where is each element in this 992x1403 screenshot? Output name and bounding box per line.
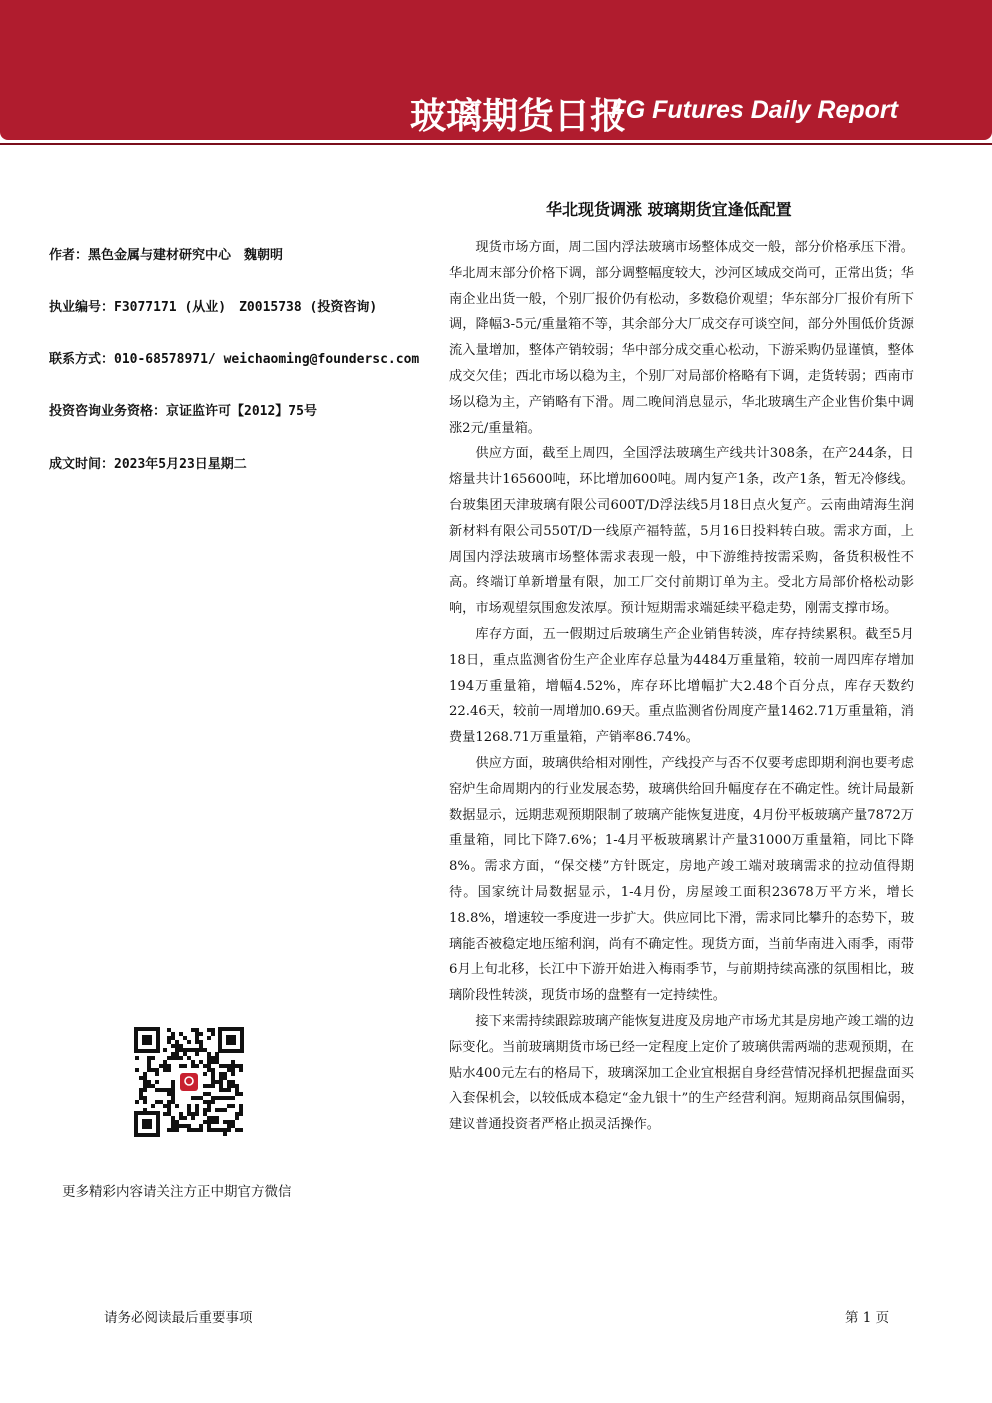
paragraph-spot-market: 现货市场方面，周二国内浮法玻璃市场整体成交一般，部分价格承压下滑。华北周末部分价格下调，部分调整幅度较大，沙河区域成交尚可，正常出货；华南企业出货一般，个别厂报价仍有松动，多数稳价观望；华东部分厂报价有所下调，降幅3-5元/重量箱不等，其余部分大厂成交存可谈空间，部分外围低价货源流入量增加，整体产销较弱；华中部分成交重心松动，下游采购仍显谨慎，整体成交欠佳；西北市场以稳为主，个别厂对局部价格略有下调，走货转弱；西南市场以稳为主，产销略有下滑。周二晚间消息显示，华北玻璃生产企业售价集中调涨2元/重量箱。 [449,240,914,436]
qr-center-logo [180,1073,198,1091]
paragraph-supply: 供应方面，截至上周四，全国浮法玻璃生产线共计308条，在产244条，日熔量共计165600吨，环比增加600吨。周内复产1条，改产1条，暂无冷修线。台玻集团天津玻璃有限公司600T/D浮法线5月18日点火复产。云南曲靖海生润新材料有限公司550T/D一线原产福特蓝，5月16日投料转白玻。需求方面，上周国内浮法玻璃市场整体需求表现一般，中下游维持按需采购，备货积极性不高。终端订单新增量有限，加工厂交付前期订单为主。受北方局部价格松动影响，市场观望氛围愈发浓厚。预计短期需求端延续平稳走势，刚需支撑市场。 [449,446,914,617]
qualification-line: 投资咨询业务资格：京证监许可【2012】75号 [49,404,317,419]
article-body [449,235,914,1138]
qr-caption: 更多精彩内容请关注方正中期官方微信 [62,1184,292,1200]
author-line: 作者：黑色金属与建材研究中心 魏朝明 [49,248,284,263]
report-title-en: FG Futures Daily Report [610,96,898,124]
paragraph-supply-demand: 供应方面，玻璃供给相对刚性，产线投产与否不仅要考虑即期利润也要考虑窑炉生命周期内的行业发展态势，玻璃供给回升幅度存在不确定性。统计局最新数据显示，远期悲观预期限制了玻璃产能恢复进度，4月份平板玻璃产量7872万重量箱，同比下降7.6%；1-4月平板玻璃累计产量31000万重量箱，同比下降8%。需求方面，“保交楼”方针既定，房地产竣工端对玻璃需求的拉动值得期待。国家统计局数据显示，1-4月份，房屋竣工面积23678万平方米，增长18.8%，增速较一季度进一步扩大。供应同比下滑，需求同比攀升的态势下，玻璃能否被稳定地压缩利润，尚有不确定性。现货方面，当前华南进入雨季，雨带6月上旬北移，长江中下游开始进入梅雨季节，与前期持续高涨的氛围相比，玻璃阶段性转淡，现货市场的盘整有一定持续性。 [449,755,914,1004]
contact-line: 联系方式：010-68578971/ weichaoming@foundersc.com [49,352,420,367]
footer-notice: 请务必阅读最后重要事项 [104,1310,253,1326]
date-line: 成文时间：2023年5月23日星期二 [49,457,247,472]
paragraph-outlook: 接下来需持续跟踪玻璃产能恢复进度及房地产市场尤其是房地产竣工端的边际变化。当前玻璃期货市场已经一定程度上定价了玻璃供需两端的悲观预期，在贴水400元左右的格局下，玻璃深加工企业宜根据自身经营情况择机把握盘面买入套保机会，以较低成本稳定“金九银十”的生产经营利润。短期商品氛围偏弱，建议普通投资者严格止损灵活操作。 [449,1013,914,1133]
qr-code-icon [134,1027,244,1137]
article-title: 华北现货调涨 玻璃期货宜逢低配置 [546,200,792,219]
report-title-cn: 玻璃期货日报 [409,95,626,137]
wechat-qr-code [134,1027,244,1137]
header-divider [0,143,992,145]
paragraph-inventory: 库存方面，五一假期过后玻璃生产企业销售转淡，库存持续累积。截至5月18日，重点监测省份生产企业库存总量为4484万重量箱，较前一周四库存增加194万重量箱，增幅4.52%，库存环比增幅扩大2.48个百分点，库存天数约22.46天，较前一周增加0.69天。重点监测省份周度产量1462.71万重量箱，消费量1268.71万重量箱，产销率86.74%。 [449,626,914,746]
license-line: 执业编号：F3077171 (从业) Z0015738 (投资咨询) [49,300,378,315]
page-number: 第 1 页 [845,1310,890,1326]
